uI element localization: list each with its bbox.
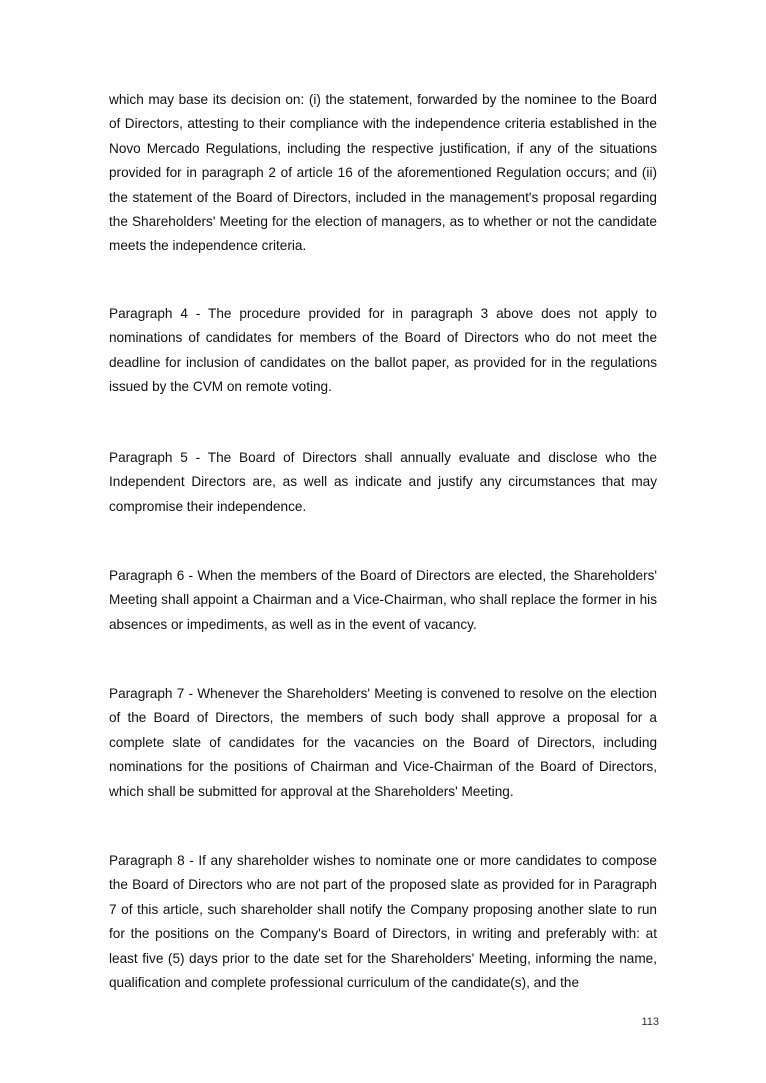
- paragraph-7: Paragraph 7 - Whenever the Shareholders' Meeting is convened to resolve on the election of the Board of Directors, the members of such body shall approve a proposal for a complete slate of candidates for the vacancies on the Board of Directors, including nominations for the positions of Chairman and Vice-Chairman of the Board of Directors, which shall be submitted for approval at the Shareholders' Meeting.: [109, 686, 657, 799]
- paragraph-6: Paragraph 6 - When the members of the Board of Directors are elected, the Shareholders' Meeting shall appoint a Chairman and a Vice-Chairman, who shall replace the former in his absences or impediments, as well as in the event of vacancy.: [109, 568, 657, 632]
- paragraph-5: Paragraph 5 - The Board of Directors shall annually evaluate and disclose who the Independent Directors are, as well as indicate and justify any circumstances that may compromise their independence.: [109, 450, 657, 514]
- paragraph-8: Paragraph 8 - If any shareholder wishes to nominate one or more candidates to compose the Board of Directors who are not part of the proposed slate as provided for in Paragraph 7 of this article, such shareholder shall notify the Company proposing another slate to run for the positions on the Company's Board of Directors, in writing and preferably with: at least five (5) days prior to the date set for the Shareholders' Meeting, informing the name, qualification and complete professional curriculum of the candidate(s), and the: [109, 853, 657, 991]
- paragraph-4: Paragraph 4 - The procedure provided for in paragraph 3 above does not apply to nominations of candidates for members of the Board of Directors who do not meet the deadline for inclusion of candidates on the ballot paper, as provided for in the regulations issued by the CVM on remote voting.: [109, 306, 657, 395]
- page-number: 113: [641, 1016, 659, 1028]
- paragraph-continuation: which may base its decision on: (i) the statement, forwarded by the nominee to the Board of Directors, attesting to their compliance with the independence criteria established in the Novo Mercado Regulations, including the respective justification, if any of the situations provided for in paragraph 2 of article 16 of the aforementioned Regulation occurs; and (ii) the statement of the Board of Directors, included in the management's proposal regarding the Shareholders' Meeting for the election of managers, as to whether or not the candidate meets the independence criteria.: [109, 92, 657, 254]
